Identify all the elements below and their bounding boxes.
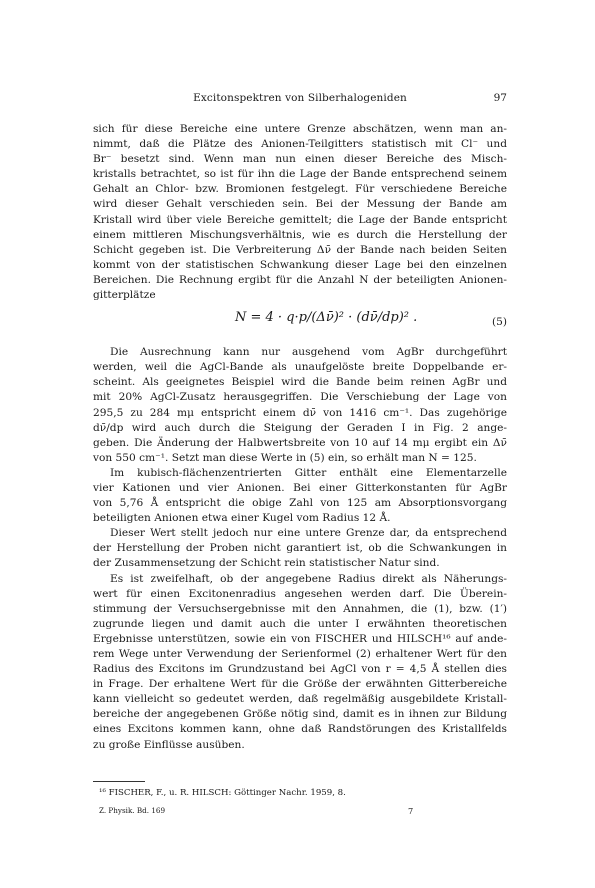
paragraph-1 (93, 122, 507, 303)
paragraph-3 (93, 466, 507, 526)
text-line: Die Ausrechnung kann nur ausgehend vom AgBr durchgeführt (110, 346, 507, 359)
text-line: eines Excitons kommen kann, ohne daß Randstörungen des Kristallfelds (93, 723, 507, 736)
paragraph-2 (93, 345, 507, 466)
journal-reference: Z. Physik. Bd. 169 (99, 806, 166, 815)
footnote-divider (93, 781, 145, 782)
page-number: 97 (493, 92, 507, 104)
text-line: sich für diese Bereiche eine untere Grenze abschätzen, wenn man an- (93, 123, 507, 135)
text-line: Kristall wird über viele Bereiche gemittelt; die Lage der Bande entspricht (93, 213, 507, 226)
text-line: zugrunde liegen und damit auch die unter I erwähnten theoretischen (93, 617, 507, 630)
text-line: der Herstellung der Proben nicht garantiert ist, ob die Schwankungen in (93, 542, 507, 555)
text-line: Radius des Excitons im Grundzustand bei AgCl von r = 4,5 Å stellen dies (93, 663, 507, 676)
text-line: wird dieser Gehalt verschieden sein. Bei der Messung der Bande am (93, 198, 507, 211)
running-title: Excitonspektren von Silberhalogeniden (193, 92, 407, 104)
text-line: 295,5 zu 284 mμ entspricht einem dν̄ von 1416 cm⁻¹. Das zugehörige (93, 406, 507, 419)
text-line: Im kubisch-flächenzentrierten Gitter enthält eine Elementarzelle (110, 466, 507, 479)
text-line: dν̄/dp wird auch durch die Steigung der Geraden I in Fig. 2 ange- (93, 421, 507, 434)
text-line: Schicht gegeben ist. Die Verbreiterung Δν̄ der Bande nach beiden Seiten (93, 243, 507, 256)
text-line: scheint. Als geeignetes Beispiel wird die Bande beim reinen AgBr und (93, 376, 507, 389)
text-line: nimmt, daß die Plätze des Anionen-Teilgitters statistisch mit Cl⁻ und (93, 138, 507, 151)
text-line: kommt von der statistischen Schwankung dieser Lage bei den einzelnen (93, 258, 507, 271)
paragraph-4 (93, 526, 507, 571)
text-line: zu große Einflüsse ausüben. (93, 738, 245, 751)
text-line: stimmung der Versuchsergebnisse mit den Annahmen, die (1), bzw. (1′) (93, 602, 507, 615)
text-line: Br⁻ besetzt sind. Wenn man nun einen dieser Bereiche des Misch- (93, 153, 507, 166)
text-line: kristalls betrachtet, so ist für ihn die Lage der Bande entsprechend seinem (93, 168, 507, 181)
text-line: vier Kationen und vier Anionen. Bei einer Gitterkonstanten für AgBr (93, 481, 507, 494)
page-header (93, 92, 507, 106)
text-line: gitterplätze (93, 289, 156, 302)
text-line: von 550 cm⁻¹. Setzt man diese Werte in (5) ein, so erhält man N = 125. (93, 451, 477, 464)
signature-mark: 7 (408, 806, 414, 816)
text-line: kann vielleicht so gedeutet werden, daß regelmäßig ausgebildete Kristall- (93, 693, 507, 706)
text-line: geben. Die Änderung der Halbwertsbreite von 10 auf 14 mμ ergibt ein Δν̄ (93, 436, 507, 449)
text-line: in Frage. Der erhaltene Wert für die Größe der erwähnten Gitterbereiche (93, 678, 507, 691)
text-line: werden, weil die AgCl-Bande als unaufgelöste breite Doppelbande er- (93, 361, 507, 374)
equation-number: (5) (491, 316, 507, 329)
text-line: Gehalt an Chlor- bzw. Bromionen festgelegt. Für verschiedene Bereiche (93, 183, 507, 196)
equation-5 (93, 305, 507, 339)
text-line: Es ist zweifelhaft, ob der angegebene Radius direkt als Näherungs- (110, 572, 507, 585)
paragraph-5 (93, 572, 507, 753)
text-line: Dieser Wert stellt jedoch nur eine untere Grenze dar, da entsprechend (110, 527, 507, 540)
text-line: Bereichen. Die Rechnung ergibt für die Anzahl N der beteiligten Anionen- (93, 273, 507, 286)
text-line: Ergebnisse unterstützen, sowie ein von FISCHER und HILSCH¹⁶ auf ande- (93, 632, 507, 645)
text-line: mit 20% AgCl-Zusatz herausgegriffen. Die Verschiebung der Lage von (93, 391, 507, 404)
body-text (93, 122, 507, 753)
text-line: wert für einen Excitonenradius angesehen werden darf. Die Überein- (93, 587, 507, 600)
text-line: einem mittleren Mischungsverhältnis, wie es durch die Herstellung der (93, 228, 507, 241)
text-line: bereiche der angegebenen Größe nötig sind, damit es in ihnen zur Bildung (93, 708, 507, 721)
text-line: der Zusammensetzung der Schicht rein statistischer Natur sind. (93, 557, 440, 570)
text-line: rem Wege unter Verwendung der Serienformel (2) erhaltener Wert für den (93, 648, 507, 660)
text-line: beteiligten Anionen etwa einer Kugel vom Radius 12 Å. (93, 512, 391, 525)
text-line: von 5,76 Å entspricht die obige Zahl von 125 am Absorptionsvorgang (93, 497, 507, 510)
footnote-16: ¹⁶ FISCHER, F., u. R. HILSCH: Göttinger Nachr. 1959, 8. (99, 788, 346, 798)
equation-formula: N = 4 · q·p/(Δν̄)² · (dν̄/dp)² . (235, 310, 418, 326)
